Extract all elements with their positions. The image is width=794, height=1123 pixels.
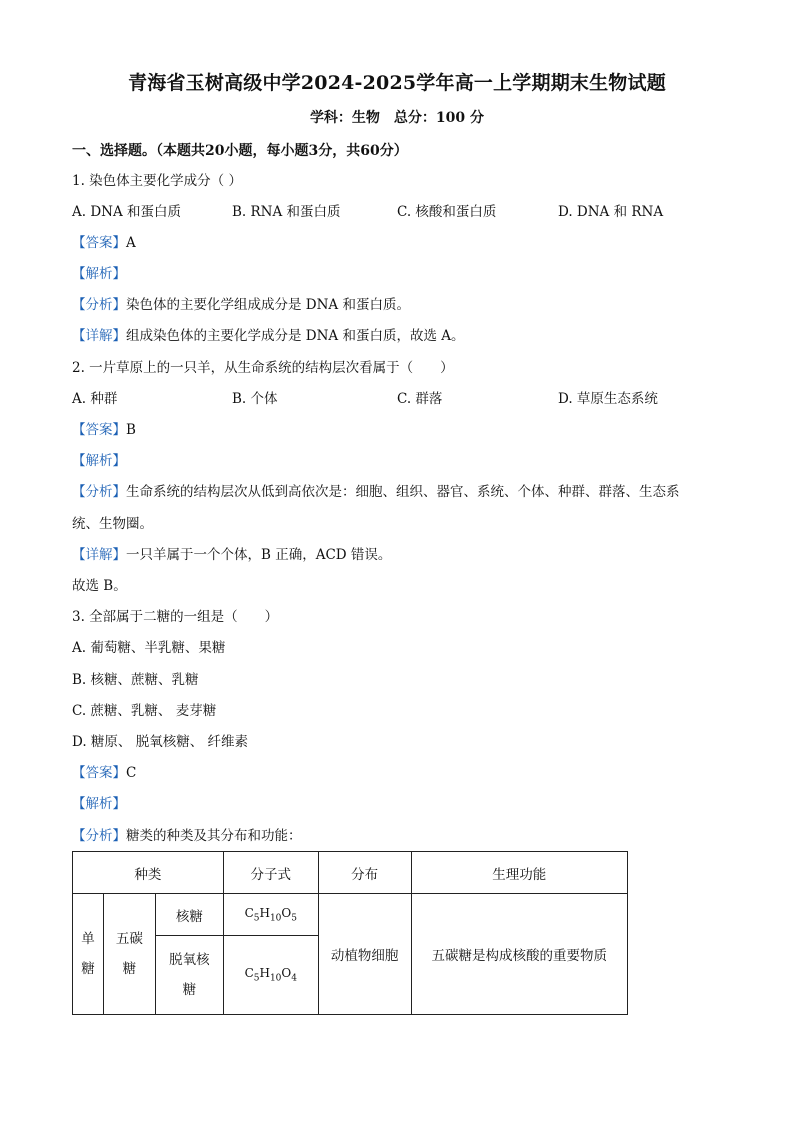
question-3-option-a: A. 葡萄糖、半乳糖、果糖 [72, 640, 226, 656]
question-3-answer [72, 764, 136, 782]
question-2-analysis [72, 483, 680, 501]
answer-value: C [126, 765, 137, 781]
header-function: 生理功能 [411, 852, 628, 894]
question-1-option-d: D. DNA 和 RNA [558, 204, 664, 220]
answer-tag: 【答案】 [72, 765, 126, 781]
answer-value: B [126, 422, 136, 438]
question-3-option-b: B. 核糖、蔗糖、乳糖 [72, 672, 199, 688]
detail-text: 一只羊属于一个个体，B 正确，ACD 错误。 [126, 547, 392, 563]
analysis-text: 染色体的主要化学组成成分是 DNA 和蛋白质。 [126, 297, 410, 313]
question-2-explain-tag [72, 452, 126, 470]
function-cell: 五碳糖是构成核酸的重要物质 [411, 894, 628, 1015]
question-1-analysis [72, 296, 410, 314]
sugar-name-deoxyribose: 脱氧核糖 [155, 936, 223, 1015]
question-1-option-b: B. RNA 和蛋白质 [232, 204, 341, 220]
question-2-conclusion: 故选 B。 [72, 578, 127, 594]
question-1-stem: 1. 染色体主要化学成分（ ） [72, 173, 242, 189]
sugar-table [72, 851, 628, 1015]
question-2-stem: 2. 一片草原上的一只羊，从生命系统的结构层次看属于（ ） [72, 360, 454, 376]
explain-tag: 【解析】 [72, 796, 126, 812]
question-2-answer [72, 421, 136, 439]
question-1-explain-tag [72, 265, 126, 283]
answer-tag: 【答案】 [72, 235, 126, 251]
group-monosaccharide: 单糖 [73, 894, 104, 1015]
header-distribution: 分布 [318, 852, 411, 894]
analysis-tag: 【分析】 [72, 297, 126, 313]
analysis-text: 糖类的种类及其分布和功能： [126, 828, 302, 844]
question-2-analysis-cont: 统、生物圈。 [72, 516, 153, 532]
section-heading: 一、选择题。（本题共20小题，每小题3分，共60分） [72, 143, 408, 159]
explain-tag: 【解析】 [72, 453, 126, 469]
header-type: 种类 [73, 852, 224, 894]
analysis-text: 生命系统的结构层次从低到高依次是：细胞、组织、器官、系统、个体、种群、群落、生态系 [126, 484, 680, 500]
distribution-cell: 动植物细胞 [318, 894, 411, 1015]
question-2-option-b: B. 个体 [232, 391, 278, 407]
question-3-option-d: D. 糖原、 脱氧核糖、 纤维素 [72, 734, 249, 750]
question-3-analysis [72, 827, 302, 845]
table-header-row [73, 852, 628, 894]
sugar-name-ribose: 核糖 [155, 894, 223, 936]
page-title: 青海省玉树高级中学2024-2025学年高一上学期期末生物试题 [128, 72, 666, 94]
question-1-detail [72, 327, 465, 345]
answer-value: A [126, 235, 136, 251]
formula-ribose: $C_5H_{10}O_5$ [223, 894, 318, 936]
analysis-tag: 【分析】 [72, 484, 126, 500]
question-3-stem: 3. 全部属于二糖的一组是（ ） [72, 609, 279, 625]
detail-text: 组成染色体的主要化学成分是 DNA 和蛋白质，故选 A。 [126, 328, 465, 344]
question-3-option-c: C. 蔗糖、乳糖、 麦芽糖 [72, 703, 217, 719]
question-2-option-a: A. 种群 [72, 391, 118, 407]
analysis-tag: 【分析】 [72, 828, 126, 844]
page-subtitle: 学科：生物 总分：100 分 [309, 110, 485, 126]
answer-tag: 【答案】 [72, 422, 126, 438]
explain-tag: 【解析】 [72, 266, 126, 282]
question-1-answer [72, 234, 136, 252]
header-formula: 分子式 [223, 852, 318, 894]
question-3-explain-tag [72, 795, 126, 813]
detail-tag: 【详解】 [72, 547, 126, 563]
group-pentose: 五碳糖 [103, 894, 155, 1015]
table-row [73, 894, 628, 936]
question-2-detail [72, 546, 391, 564]
question-2-option-d: D. 草原生态系统 [558, 391, 658, 407]
question-1-option-c: C. 核酸和蛋白质 [397, 204, 497, 220]
question-2-option-c: C. 群落 [397, 391, 443, 407]
detail-tag: 【详解】 [72, 328, 126, 344]
question-1-option-a: A. DNA 和蛋白质 [72, 204, 182, 220]
formula-deoxyribose: $C_5H_{10}O_4$ [223, 936, 318, 1015]
